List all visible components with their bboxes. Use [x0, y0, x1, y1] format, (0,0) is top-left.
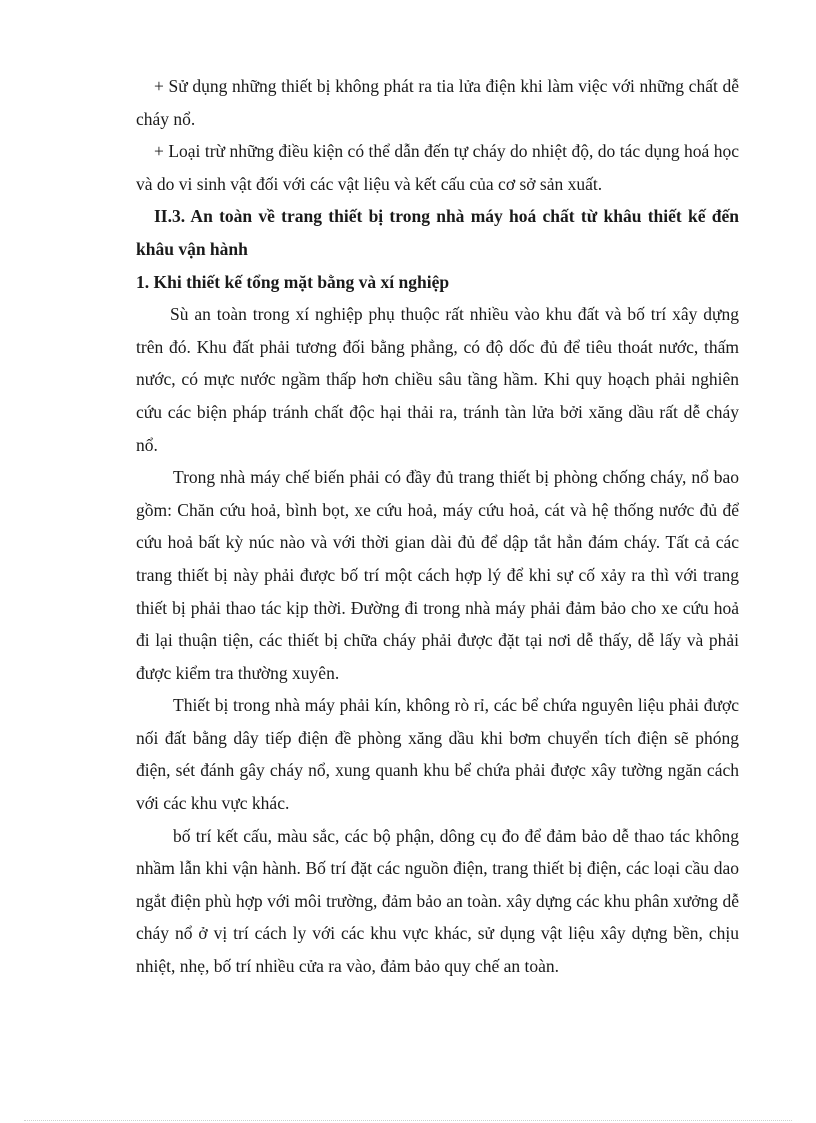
bullet-paragraph-spark-free: + Sử dụng những thiết bị không phát ra tia lửa điện khi làm việc với những chất dễ cháy nổ. — [136, 76, 739, 129]
section-heading: II.3. An toàn về trang thiết bị trong nhà máy hoá chất từ khâu thiết kế đến khâu vận hành — [136, 206, 739, 259]
body-paragraph-tanks: Thiết bị trong nhà máy phải kín, không rò rỉ, các bể chứa nguyên liệu phải được nối đất bằng dây tiếp điện đề phòng xăng dầu khi bơm chuyển tích điện sẽ phóng điện, sét đánh gây cháy nổ, xung quanh khu bể chứa phải được xây tường ngăn cách với các khu vực khác. — [136, 695, 739, 814]
body-paragraph-fire-equipment: Trong nhà máy chế biến phải có đầy đủ trang thiết bị phòng chống cháy, nổ bao gồm: Chăn cứu hoả, bình bọt, xe cứu hoả, máy cứu hoả, cát và hệ thống nước đủ để cứu hoả bất kỳ núc nào và với thời gian dài đủ để dập tắt hẳn đám cháy. Tất cả các trang thiết bị này phải được bố trí một cách hợp lý để khi sự cố xảy ra thì với trang thiết bị phải thao tác kịp thời. Đường đi trong nhà máy phải đảm bảo cho xe cứu hoả đi lại thuận tiện, các thiết bị chữa cháy phải được đặt tại nơi dễ thấy, dễ lấy và phải được kiểm tra thường xuyên. — [136, 467, 739, 683]
page-bottom-rule — [24, 1120, 792, 1121]
body-paragraph-site: Sù an toàn trong xí nghiệp phụ thuộc rất nhiều vào khu đất và bố trí xây dựng trên đó. Khu đất phải tương đối bằng phẳng, có độ dốc đủ để tiêu thoát nước, thấm nước, có mực nước ngầm thấp hơn chiều sâu tầng hầm. Khi quy hoạch phải nghiên cứu các biện pháp tránh chất độc hại thải ra, tránh tàn lửa bởi xăng dầu rất dễ cháy nổ. — [136, 304, 739, 455]
subsection-heading: 1. Khi thiết kế tổng mặt bằng và xí nghiệp — [136, 271, 450, 292]
bullet-paragraph-self-ignition: + Loại trừ những điều kiện có thể dẫn đến tự cháy do nhiệt độ, do tác dụng hoá học và do vi sinh vật đối với các vật liệu và kết cấu của cơ sở sản xuất. — [136, 141, 739, 194]
document-body — [136, 70, 739, 983]
body-paragraph-layout: bố trí kết cấu, màu sắc, các bộ phận, dông cụ đo để đảm bảo dễ thao tác không nhầm lẫn khi vận hành. Bố trí đặt các nguồn điện, trang thiết bị điện, các loại cầu dao ngắt điện phù hợp với môi trường, đảm bảo an toàn. xây dựng các khu phân xưởng dễ cháy nổ ở vị trí cách ly với các khu vực khác, sử dụng vật liệu xây dựng bền, chịu nhiệt, nhẹ, bố trí nhiều cửa ra vào, đảm bảo quy chế an toàn. — [136, 825, 739, 977]
